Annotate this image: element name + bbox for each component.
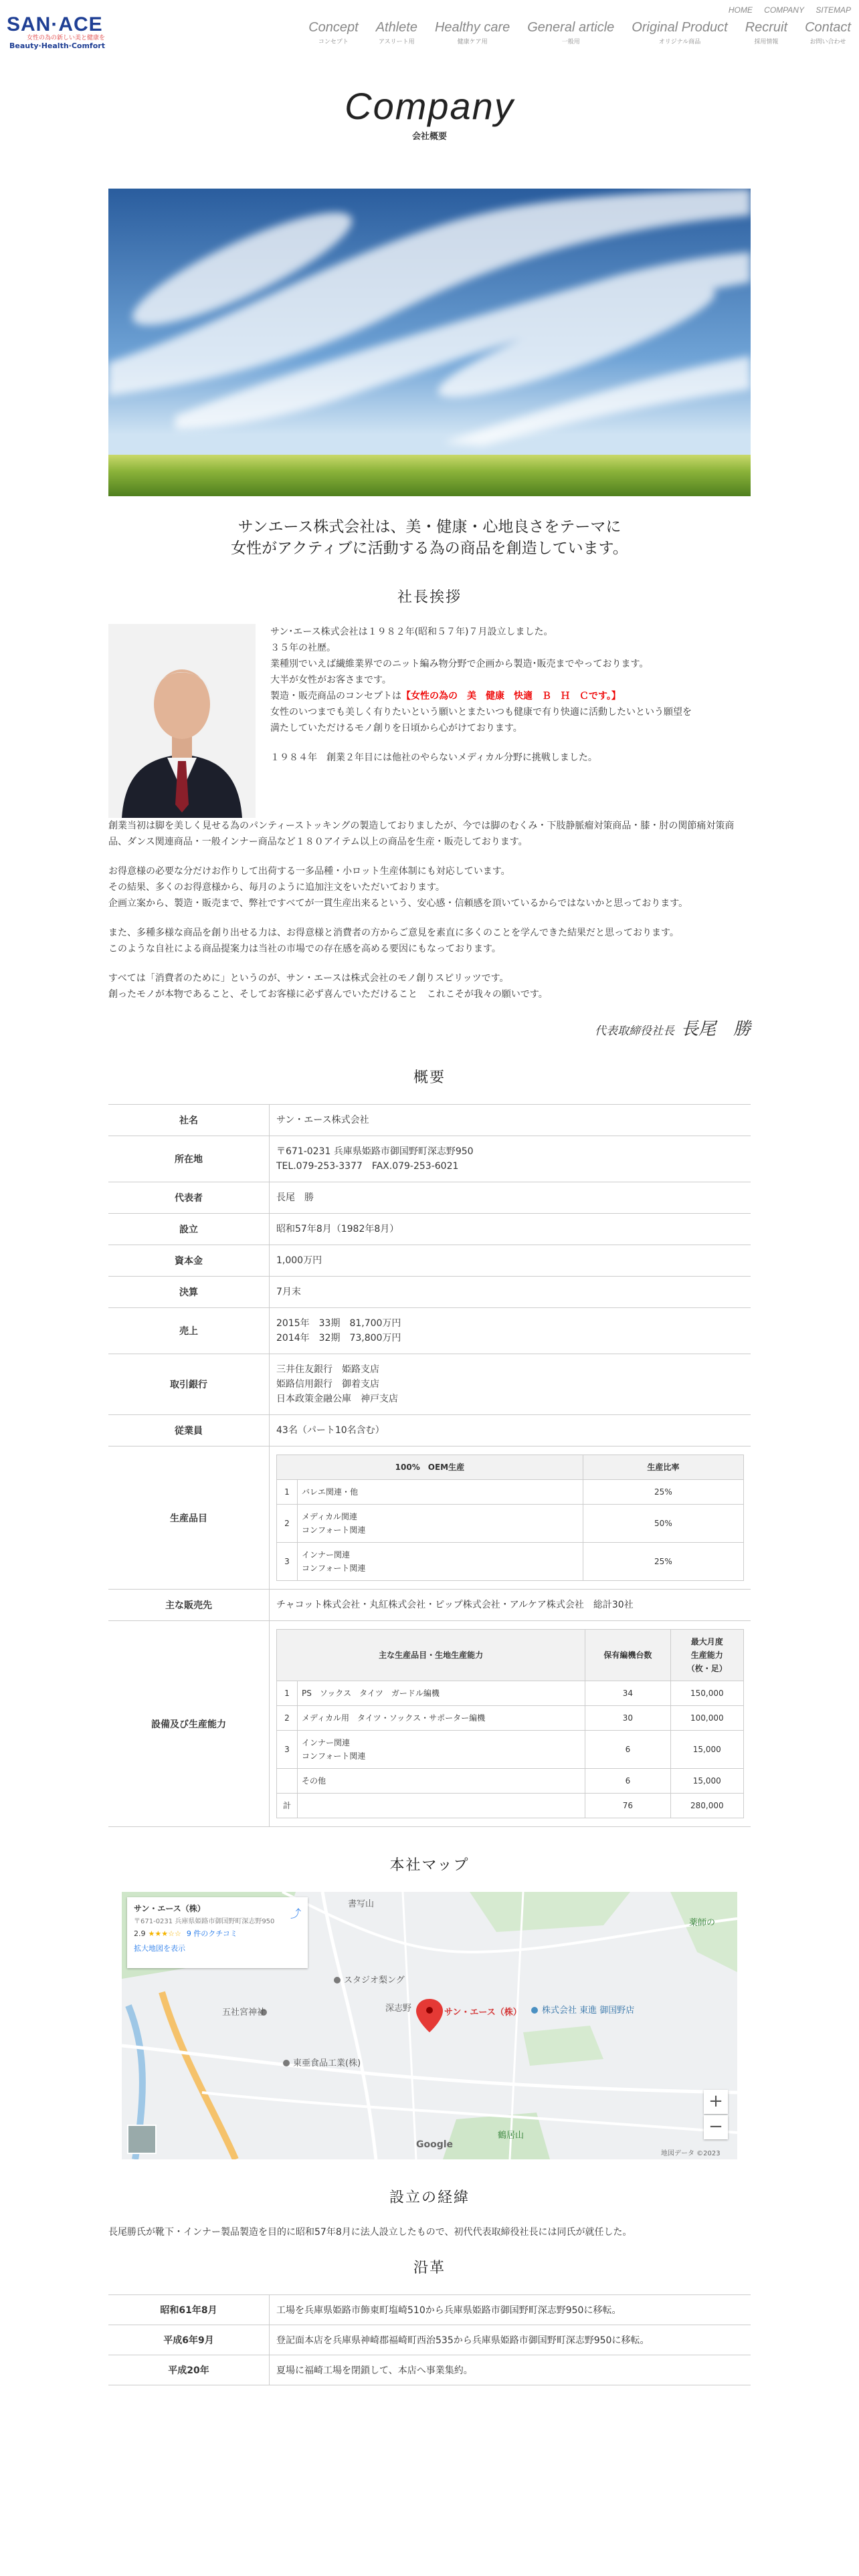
tagline-line-2: 女性がアクティブに活動する為の商品を創造しています。 bbox=[231, 540, 628, 557]
cell-capacity: 15,000 bbox=[670, 1769, 743, 1794]
greeting-line: ３５年の社歴。 bbox=[270, 643, 336, 653]
table-row bbox=[108, 2325, 751, 2355]
nav-sublabel: アスリート用 bbox=[379, 39, 415, 45]
map-label: 深志野 bbox=[385, 2004, 412, 2014]
row-label: 設備及び生産能力 bbox=[108, 1621, 270, 1827]
capacity-head-max bbox=[670, 1630, 743, 1681]
head-line: 生産能力 bbox=[690, 1650, 723, 1660]
row-label: 資本金 bbox=[108, 1245, 270, 1277]
cell-text: PS ソックス タイツ ガードル編機 bbox=[298, 1681, 585, 1706]
table-row bbox=[277, 1769, 744, 1794]
table-row bbox=[108, 1354, 751, 1415]
logo-sub: Beauty·Health·Comfort bbox=[9, 41, 105, 50]
greeting-line: 創ったモノが本物であること、そしてお客様に必ず喜んでいただけること これこそが我々の願いです。 bbox=[108, 989, 548, 1000]
nav-contact[interactable] bbox=[805, 20, 851, 45]
page-title bbox=[0, 84, 859, 142]
map-label: 株式会社 東進 御国野店 bbox=[542, 2006, 635, 2016]
table-row bbox=[108, 1245, 751, 1277]
cell-machines: 6 bbox=[585, 1731, 670, 1769]
row-no bbox=[277, 1769, 298, 1794]
cell-text: インナー関連 bbox=[302, 1738, 351, 1747]
nav-label: Concept bbox=[308, 20, 359, 35]
map-label: 薬師の bbox=[689, 1918, 716, 1928]
cell-machines: 34 bbox=[585, 1681, 670, 1706]
founding-heading: 設立の経緯 bbox=[389, 2189, 470, 2206]
greeting-section bbox=[108, 624, 751, 1039]
map-label: 鶴居山 bbox=[498, 2131, 524, 2141]
row-label: 設立 bbox=[108, 1214, 270, 1245]
signature bbox=[108, 1021, 751, 1039]
map-card-reviews[interactable]: 9 件のクチコミ bbox=[186, 1929, 237, 1938]
util-home-link[interactable]: HOME bbox=[728, 5, 753, 15]
row-no: 3 bbox=[277, 1543, 298, 1581]
overview-heading: 概要 bbox=[413, 1069, 446, 1086]
row-value: TEL.079-253-3377 FAX.079-253-6021 bbox=[276, 1161, 459, 1172]
logo-tagline: 女性の為の新しい美と健康を bbox=[27, 35, 106, 41]
greeting-line: 創業当初は脚を美しく見せる為のパンティーストッキングの製造しておりましたが、今では脚のむくみ・下肢静脈瘤対策商品・膝・肘の関節痛対策商品、ダンス関連商品・一般インナー商品など１８０アイテム以上の商品を生産・販売しております。 bbox=[108, 821, 735, 847]
table-row bbox=[277, 1706, 744, 1731]
greeting-concept bbox=[270, 688, 692, 704]
row-no: 1 bbox=[277, 1681, 298, 1706]
tagline-line-1: サンエース株式会社は、美・健康・心地良さをテーマに bbox=[237, 518, 622, 536]
table-row bbox=[277, 1480, 744, 1505]
nav-sublabel: お問い合わせ bbox=[809, 39, 846, 45]
nav-label: Healthy care bbox=[434, 20, 510, 35]
row-value: 43名（パート10名含む） bbox=[276, 1425, 385, 1436]
nav-label: Contact bbox=[805, 20, 851, 35]
table-row bbox=[108, 1415, 751, 1446]
nav-sublabel: コンセプト bbox=[318, 39, 349, 45]
history-table bbox=[108, 2294, 751, 2385]
map-card-link[interactable]: 拡大地図を表示 bbox=[134, 1944, 185, 1953]
row-value: 昭和57年8月（1982年8月） bbox=[276, 1224, 399, 1235]
nav-sublabel: 一般用 bbox=[561, 39, 580, 45]
president-photo bbox=[108, 624, 256, 818]
row-no: 2 bbox=[277, 1706, 298, 1731]
table-row bbox=[277, 1681, 744, 1706]
row-no: 計 bbox=[277, 1794, 298, 1818]
util-sitemap-link[interactable]: SITEMAP bbox=[816, 5, 851, 15]
signature-name: 長尾 勝 bbox=[680, 1019, 751, 1039]
concept-highlight: 【女性の為の 美 健康 快適 Ｂ Ｈ Ｃです。】 bbox=[401, 691, 621, 702]
row-label: 社名 bbox=[108, 1105, 270, 1136]
row-label: 生産品目 bbox=[108, 1446, 270, 1590]
row-label: 売上 bbox=[108, 1308, 270, 1354]
main-nav bbox=[291, 20, 851, 45]
table-row bbox=[108, 1590, 751, 1621]
cell-machines: 30 bbox=[585, 1706, 670, 1731]
row-no: 2 bbox=[277, 1505, 298, 1543]
row-label: 主な販売先 bbox=[108, 1590, 270, 1621]
nav-sublabel: オリジナル商品 bbox=[658, 39, 701, 45]
rating-stars-icon: ★★★☆☆ bbox=[148, 1929, 181, 1938]
cell-ratio: 25% bbox=[583, 1543, 743, 1581]
row-value: 7月末 bbox=[276, 1287, 301, 1297]
table-row bbox=[277, 1505, 744, 1543]
row-value: 2015年 33期 81,700万円 bbox=[276, 1318, 401, 1329]
map-label: 東亜食品工業(株) bbox=[293, 2058, 361, 2068]
history-date: 平成20年 bbox=[108, 2355, 270, 2385]
row-value: 姫路信用銀行 御着支店 bbox=[276, 1379, 379, 1390]
table-row bbox=[108, 1105, 751, 1136]
greeting-line: １９８４年 創業２年目には他社のやらないメディカル分野に挑戦しました。 bbox=[270, 752, 597, 763]
nav-original-product[interactable] bbox=[632, 20, 727, 45]
greeting-line: すべては「消費者のために」というのが、サン・エースは株式会社のモノ創りスピリッツです。 bbox=[108, 973, 509, 984]
map-heading: 本社マップ bbox=[389, 1857, 470, 1874]
cell-ratio: 50% bbox=[583, 1505, 743, 1543]
nav-label: Recruit bbox=[745, 20, 788, 35]
nav-athlete[interactable] bbox=[376, 20, 417, 45]
greeting-line: 満たしていただけるモノ創りを日頃から心がけております。 bbox=[270, 723, 522, 734]
cell-text: メディカル関連 bbox=[302, 1512, 358, 1521]
cell-text: バレエ関連・他 bbox=[302, 1487, 359, 1497]
header bbox=[0, 0, 859, 53]
products-head: 100% OEM生産 bbox=[277, 1455, 583, 1480]
nav-label: Original Product bbox=[632, 20, 728, 35]
nav-label: General article bbox=[527, 20, 615, 35]
row-label: 所在地 bbox=[108, 1136, 270, 1182]
map-label: スタジオ梨ング bbox=[344, 1975, 405, 1985]
cell-capacity: 15,000 bbox=[670, 1731, 743, 1769]
cell-machines: 6 bbox=[585, 1769, 670, 1794]
capacity-head-machines: 保有編機台数 bbox=[585, 1630, 670, 1681]
table-row bbox=[108, 1136, 751, 1182]
greeting-line: このような自社による商品提案力は当社の市場での存在感を高める要因にもなっております。 bbox=[108, 944, 501, 954]
greeting-line: 大半が女性がお客さまです。 bbox=[270, 675, 391, 685]
history-date: 平成6年9月 bbox=[108, 2325, 270, 2355]
greeting-line: 女性のいつまでも美しく有りたいという願いとまたいつも健康で有り快適に活動したいという願望を bbox=[270, 707, 692, 718]
directions-icon[interactable]: ⤴ bbox=[290, 1907, 301, 1920]
cell-text: コンフォート関連 bbox=[302, 1564, 366, 1573]
table-row bbox=[108, 1308, 751, 1354]
history-date: 昭和61年8月 bbox=[108, 2295, 270, 2325]
capacity-head: 主な生産品目・生地生産能力 bbox=[277, 1630, 585, 1681]
map-pin-label: サン・エース（株） bbox=[444, 2008, 522, 2018]
greeting-intro bbox=[270, 624, 692, 818]
table-row bbox=[108, 2295, 751, 2325]
row-value: 日本政策金融公庫 神戸支店 bbox=[276, 1394, 398, 1404]
satellite-toggle[interactable] bbox=[127, 2125, 157, 2154]
page-title-ja: 会社概要 bbox=[411, 132, 447, 142]
history-heading: 沿革 bbox=[413, 2260, 446, 2276]
zoom-out-button[interactable]: − bbox=[704, 2115, 728, 2139]
table-row bbox=[108, 2355, 751, 2385]
row-value: 〒671-0231 兵庫県姫路市御国野町深志野950 bbox=[276, 1146, 474, 1157]
head-line: 最大月度 bbox=[690, 1637, 723, 1646]
map-card-rating: 2.9 bbox=[134, 1929, 146, 1938]
nav-sublabel: 健康ケア用 bbox=[457, 39, 488, 45]
greeting-line: サン･エース株式会社は１９８２年(昭和５７年)７月設立しました。 bbox=[270, 627, 553, 637]
nav-label: Athlete bbox=[375, 20, 417, 35]
cell-text: メディカル用 タイツ・ソックス・サポーター編機 bbox=[298, 1706, 585, 1731]
nav-concept[interactable] bbox=[308, 20, 359, 45]
row-value: 1,000万円 bbox=[276, 1255, 322, 1266]
cell-text: コンフォート関連 bbox=[302, 1525, 366, 1535]
row-no: 3 bbox=[277, 1731, 298, 1769]
logo[interactable] bbox=[7, 15, 105, 50]
table-row bbox=[108, 1446, 751, 1590]
google-logo: Google bbox=[416, 2139, 454, 2150]
cell-text: インナー関連 bbox=[302, 1550, 351, 1560]
table-row bbox=[108, 1277, 751, 1308]
row-value: 2014年 32期 73,800万円 bbox=[276, 1333, 401, 1344]
map-label: 五社宮神社 bbox=[222, 2008, 266, 2018]
row-label: 従業員 bbox=[108, 1415, 270, 1446]
table-row bbox=[277, 1543, 744, 1581]
history-event: 夏場に福崎工場を閉鎖して、本店へ事業集約。 bbox=[270, 2355, 751, 2385]
hero-image bbox=[108, 189, 751, 496]
table-row bbox=[277, 1731, 744, 1769]
map-copyright: 地図データ ©2023 bbox=[661, 2150, 721, 2157]
zoom-in-button[interactable]: + bbox=[704, 2090, 728, 2114]
cell-text bbox=[298, 1794, 585, 1818]
cell-ratio: 25% bbox=[583, 1480, 743, 1505]
capacity-table bbox=[276, 1629, 744, 1818]
table-row bbox=[108, 1621, 751, 1827]
founding-text: 長尾勝氏が靴下・インナー製品製造を目的に昭和57年8月に法人設立したもので、初代代表取締役社長には同氏が就任した。 bbox=[108, 2227, 632, 2238]
greeting-line: お得意様の必要な分だけお作りして出荷する一多品種・小ロット生産体制にも対応しています。 bbox=[108, 866, 510, 877]
logo-main: SAN·ACE bbox=[7, 13, 103, 35]
greeting-line: 業種別でいえば繊維業界でのニット編み物分野で企画から製造･販売までやっております。 bbox=[270, 659, 649, 669]
row-value: 三井住友銀行 姫路支店 bbox=[276, 1364, 379, 1375]
row-value: 長尾 勝 bbox=[276, 1192, 314, 1203]
history-event: 工場を兵庫県姫路市飾東町塩崎510から兵庫県姫路市御国野町深志野950に移転。 bbox=[270, 2295, 751, 2325]
table-row bbox=[277, 1794, 744, 1818]
map-card-address: 〒671-0231 兵庫県姫路市御国野町深志野950 bbox=[134, 1918, 275, 1925]
nav-general-article[interactable] bbox=[527, 20, 614, 45]
map-info-card bbox=[127, 1897, 308, 1968]
table-row bbox=[108, 1214, 751, 1245]
greeting-heading: 社長挨拶 bbox=[397, 589, 462, 606]
row-value: チャコット株式会社・丸紅株式会社・ピップ株式会社・アルケア株式会社 総計30社 bbox=[270, 1590, 751, 1621]
utility-nav bbox=[719, 5, 851, 15]
row-label: 決算 bbox=[108, 1277, 270, 1308]
greeting-line: 企画立案から、製造・販売まで、弊社ですべてが一貫生産出来るという、安心感・信頼感を頂いているからではないかと思っております。 bbox=[108, 898, 688, 909]
map-card-title: サン・エース（株） bbox=[134, 1904, 205, 1913]
map-label: 書写山 bbox=[348, 1899, 375, 1909]
nav-healthy-care[interactable] bbox=[435, 20, 510, 45]
map-embed[interactable] bbox=[122, 1892, 737, 2159]
tagline bbox=[0, 516, 859, 559]
concept-prefix: 製造・販売商品のコンセプトは bbox=[270, 691, 401, 702]
products-table bbox=[276, 1455, 744, 1581]
cell-capacity: 100,000 bbox=[670, 1706, 743, 1731]
cell-text: その他 bbox=[298, 1769, 585, 1794]
cell-machines: 76 bbox=[585, 1794, 670, 1818]
head-line: （枚・足） bbox=[686, 1664, 727, 1673]
sky-field-image bbox=[108, 189, 751, 496]
greeting-line: その結果、多くのお得意様から、毎月のように追加注文をいただいております。 bbox=[108, 882, 445, 893]
row-value: サン・エース株式会社 bbox=[276, 1115, 369, 1125]
products-head-ratio: 生産比率 bbox=[583, 1455, 743, 1480]
signature-title: 代表取締役社長 bbox=[594, 1025, 674, 1038]
util-company-link[interactable]: COMPANY bbox=[764, 5, 804, 15]
row-label: 取引銀行 bbox=[108, 1354, 270, 1415]
overview-table bbox=[108, 1104, 751, 1827]
row-label: 代表者 bbox=[108, 1182, 270, 1214]
cell-text: コンフォート関連 bbox=[302, 1751, 366, 1761]
table-row bbox=[108, 1182, 751, 1214]
nav-sublabel: 採用情報 bbox=[754, 39, 779, 45]
greeting-line: また、多種多様な商品を創り出せる力は、お得意様と消費者の方からご意見を素直に多くのことを学んできた結果だと思っております。 bbox=[108, 928, 679, 938]
cell-capacity: 150,000 bbox=[670, 1681, 743, 1706]
row-no: 1 bbox=[277, 1480, 298, 1505]
history-event: 登記面本店を兵庫県神崎郡福崎町西治535から兵庫県姫路市御国野町深志野950に移転。 bbox=[270, 2325, 751, 2355]
page-title-en: Company bbox=[345, 85, 514, 127]
nav-recruit[interactable] bbox=[745, 20, 787, 45]
cell-capacity: 280,000 bbox=[670, 1794, 743, 1818]
